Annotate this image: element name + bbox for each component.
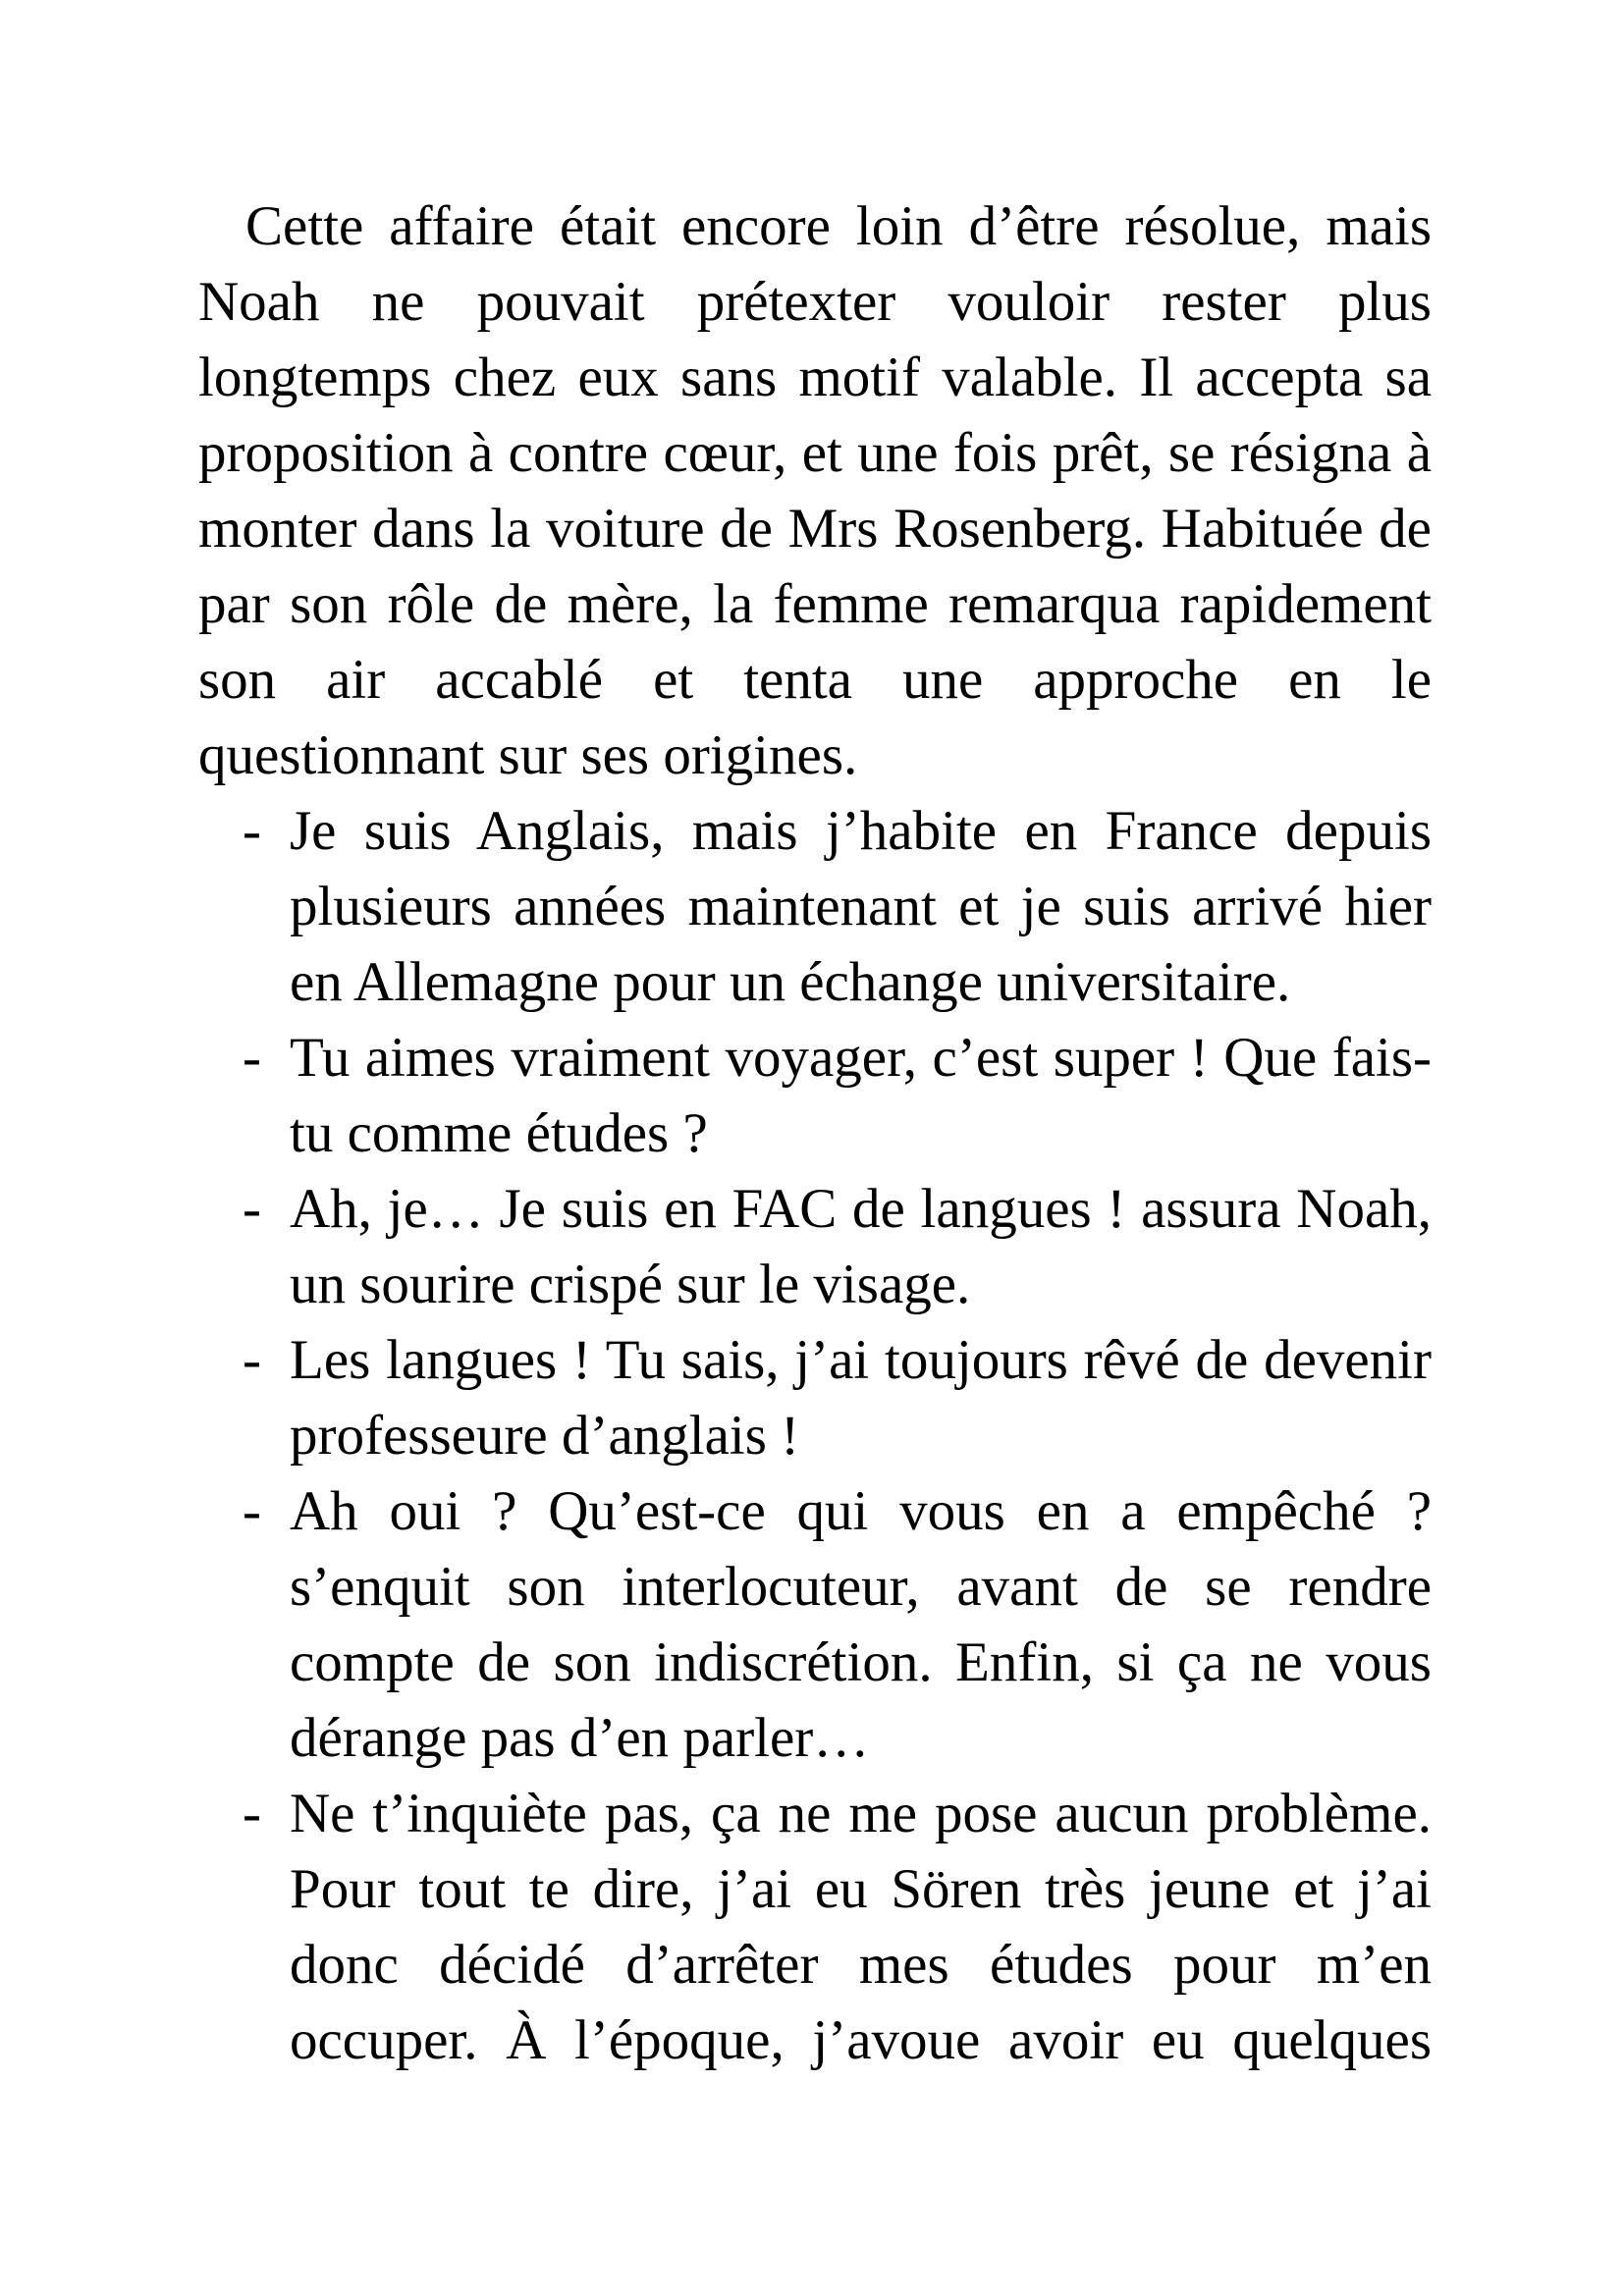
text-line: monter dans la voiture de Mrs Rosenberg. Habituée de: [198, 498, 1432, 560]
dialogue-dash: -: [243, 800, 261, 862]
dialogue-item: [198, 793, 1432, 1020]
text-line: son air accablé et tenta une approche en le: [198, 649, 1432, 711]
dialogue-item: [198, 1776, 1432, 2078]
text-line: occuper. À l’époque, j’avoue avoir eu quelques: [290, 2009, 1432, 2071]
text-line: dérange pas d’en parler…: [290, 1707, 870, 1769]
text-line: plusieurs années maintenant et je suis arrivé hier: [290, 876, 1432, 937]
dialogue-item: [198, 1171, 1432, 1322]
dialogue-dash: -: [243, 1027, 261, 1089]
dialogue-item: [198, 1473, 1432, 1776]
text-line: professeure d’anglais !: [290, 1405, 800, 1467]
text-line: questionnant sur ses origines.: [198, 724, 858, 786]
text-line: Pour tout te dire, j’ai eu Sören très jeune et j’ai: [290, 1858, 1432, 1920]
dialogue-dash: -: [243, 1178, 261, 1240]
dialogue-dash: -: [243, 1480, 261, 1542]
text-line: s’enquit son interlocuteur, avant de se rendre: [290, 1556, 1432, 1618]
text-line: Ne t’inquiète pas, ça ne me pose aucun problème.: [290, 1783, 1432, 1844]
page-text-block: [198, 188, 1432, 2078]
dialogue-item: [198, 1322, 1432, 1473]
text-line: Ah, je… Je suis en FAC de langues ! assura Noah,: [290, 1178, 1432, 1240]
dialogue-dash: -: [243, 1329, 261, 1391]
text-line: donc décidé d’arrêter mes études pour m’en: [290, 1934, 1432, 1996]
text-line: longtemps chez eux sans motif valable. Il accepta sa: [198, 347, 1432, 408]
text-line: Tu aimes vraiment voyager, c’est super ! Que fais-: [290, 1027, 1432, 1089]
text-line: Les langues ! Tu sais, j’ai toujours rêvé de devenir: [290, 1329, 1432, 1391]
text-line: par son rôle de mère, la femme remarqua rapidement: [198, 573, 1432, 635]
text-line: Je suis Anglais, mais j’habite en France depuis: [290, 800, 1432, 862]
text-line: Ah oui ? Qu’est-ce qui vous en a empêché ?: [290, 1480, 1432, 1542]
text-line: Noah ne pouvait prétexter vouloir rester plus: [198, 271, 1432, 333]
dialogue-dash: -: [243, 1783, 261, 1844]
text-line: compte de son indiscrétion. Enfin, si ça ne vous: [290, 1631, 1432, 1693]
text-line: proposition à contre cœur, et une fois prêt, se résigna à: [198, 422, 1432, 484]
text-line: Cette affaire était encore loin d’être résolue, mais: [245, 195, 1432, 257]
text-line: un sourire crispé sur le visage.: [290, 1254, 971, 1315]
narrative-paragraph: [198, 188, 1432, 793]
text-line: en Allemagne pour un échange universitaire.: [290, 951, 1291, 1013]
dialogue-item: [198, 1020, 1432, 1171]
text-line: tu comme études ?: [290, 1102, 708, 1164]
